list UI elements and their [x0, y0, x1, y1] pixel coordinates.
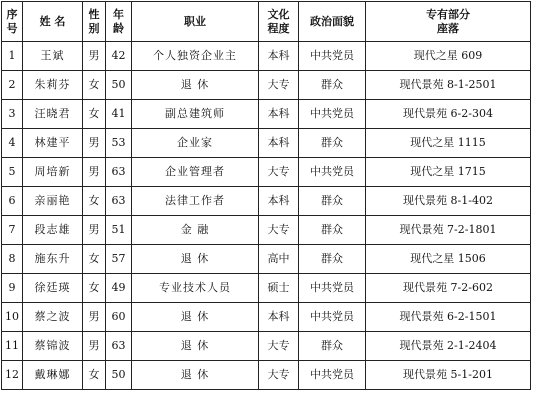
row-name: 汪晓君 [23, 100, 83, 129]
row-age: 50 [106, 71, 132, 100]
row-politics: 中共党员 [299, 42, 366, 71]
row-job: 企业管理者 [132, 158, 259, 187]
table-row [2, 332, 531, 361]
row-job: 专业技术人员 [132, 274, 259, 303]
table-row [2, 274, 531, 303]
row-education: 本科 [259, 129, 299, 158]
header-education-line2: 程度 [267, 21, 290, 35]
row-no: 12 [2, 361, 23, 390]
header-gender-line2: 别 [88, 21, 100, 35]
row-job: 个人独资企业主 [132, 42, 259, 71]
row-address: 现代之星 1506 [366, 245, 531, 274]
header-name [23, 2, 83, 42]
row-education: 大专 [259, 361, 299, 390]
row-age: 50 [106, 361, 132, 390]
table-row [2, 187, 531, 216]
table-row [2, 42, 531, 71]
row-no: 10 [2, 303, 23, 332]
row-address: 现代景苑 8-1-2501 [366, 71, 531, 100]
row-politics: 中共党员 [299, 361, 366, 390]
row-no: 1 [2, 42, 23, 71]
row-no: 8 [2, 245, 23, 274]
row-address: 现代之星 609 [366, 42, 531, 71]
row-job: 退 休 [132, 361, 259, 390]
row-no: 4 [2, 129, 23, 158]
row-gender: 男 [83, 332, 106, 361]
row-job: 退 休 [132, 71, 259, 100]
row-education: 本科 [259, 303, 299, 332]
header-education [259, 2, 299, 42]
row-gender: 男 [83, 216, 106, 245]
table-row [2, 100, 531, 129]
row-gender: 女 [83, 100, 106, 129]
row-no: 5 [2, 158, 23, 187]
row-age: 51 [106, 216, 132, 245]
row-job: 副总建筑师 [132, 100, 259, 129]
row-job: 退 休 [132, 303, 259, 332]
header-address [366, 2, 531, 42]
row-education: 大专 [259, 71, 299, 100]
row-politics: 群众 [299, 187, 366, 216]
row-no: 11 [2, 332, 23, 361]
row-no: 9 [2, 274, 23, 303]
header-address-line1: 专有部分 [426, 7, 470, 21]
row-gender: 男 [83, 129, 106, 158]
header-name-line1: 姓 名 [39, 14, 66, 28]
row-name: 段志雄 [23, 216, 83, 245]
row-gender: 女 [83, 361, 106, 390]
table-row [2, 71, 531, 100]
row-politics: 中共党员 [299, 274, 366, 303]
row-politics: 群众 [299, 71, 366, 100]
row-age: 41 [106, 100, 132, 129]
row-job: 退 休 [132, 332, 259, 361]
row-name: 王斌 [23, 42, 83, 71]
row-gender: 女 [83, 245, 106, 274]
row-age: 42 [106, 42, 132, 71]
row-address: 现代景苑 6-2-1501 [366, 303, 531, 332]
table-row [2, 216, 531, 245]
row-gender: 男 [83, 303, 106, 332]
row-no: 2 [2, 71, 23, 100]
row-no: 3 [2, 100, 23, 129]
row-politics: 群众 [299, 216, 366, 245]
row-politics: 群众 [299, 129, 366, 158]
row-name: 周培新 [23, 158, 83, 187]
row-gender: 男 [83, 158, 106, 187]
table-row [2, 129, 531, 158]
row-education: 硕士 [259, 274, 299, 303]
row-education: 本科 [259, 100, 299, 129]
row-address: 现代景苑 7-2-602 [366, 274, 531, 303]
row-education: 本科 [259, 42, 299, 71]
table-row [2, 158, 531, 187]
row-gender: 女 [83, 71, 106, 100]
row-name: 戴琳娜 [23, 361, 83, 390]
header-gender-line1: 性 [88, 7, 100, 21]
row-age: 60 [106, 303, 132, 332]
row-gender: 女 [83, 274, 106, 303]
row-politics: 中共党员 [299, 158, 366, 187]
header-politics-line1: 政治面貌 [310, 14, 354, 28]
row-age: 63 [106, 187, 132, 216]
header-row [2, 2, 531, 42]
header-age [106, 2, 132, 42]
header-job-line1: 职业 [184, 14, 206, 28]
header-no-line1: 序 [6, 7, 18, 21]
row-name: 施东升 [23, 245, 83, 274]
row-address: 现代景苑 8-1-402 [366, 187, 531, 216]
row-address: 现代之星 1715 [366, 158, 531, 187]
row-education: 高中 [259, 245, 299, 274]
header-education-line1: 文化 [267, 7, 290, 21]
header-no [2, 2, 23, 42]
row-age: 63 [106, 158, 132, 187]
roster-table [1, 1, 531, 390]
row-education: 大专 [259, 332, 299, 361]
row-education: 本科 [259, 187, 299, 216]
header-gender [83, 2, 106, 42]
row-job: 金 融 [132, 216, 259, 245]
header-age-line1: 年 [113, 7, 124, 21]
row-education: 大专 [259, 216, 299, 245]
header-age-line2: 龄 [113, 21, 124, 35]
table-row [2, 361, 531, 390]
row-politics: 中共党员 [299, 303, 366, 332]
row-politics: 中共党员 [299, 100, 366, 129]
row-name: 林建平 [23, 129, 83, 158]
header-address-line2: 座落 [437, 21, 459, 35]
row-address: 现代景苑 7-2-1801 [366, 216, 531, 245]
row-politics: 群众 [299, 332, 366, 361]
row-name: 亲丽艳 [23, 187, 83, 216]
row-age: 63 [106, 332, 132, 361]
header-job [132, 2, 259, 42]
row-no: 7 [2, 216, 23, 245]
row-education: 大专 [259, 158, 299, 187]
row-job: 企业家 [132, 129, 259, 158]
row-name: 朱莉芬 [23, 71, 83, 100]
row-politics: 群众 [299, 245, 366, 274]
row-job: 法律工作者 [132, 187, 259, 216]
row-name: 蔡之波 [23, 303, 83, 332]
header-no-line2: 号 [6, 21, 18, 35]
row-address: 现代景苑 5-1-201 [366, 361, 531, 390]
table-row [2, 245, 531, 274]
row-name: 徐廷瑛 [23, 274, 83, 303]
row-address: 现代之星 1115 [366, 129, 531, 158]
row-age: 49 [106, 274, 132, 303]
row-address: 现代景苑 6-2-304 [366, 100, 531, 129]
row-job: 退 休 [132, 245, 259, 274]
row-address: 现代景苑 2-1-2404 [366, 332, 531, 361]
row-name: 蔡锦波 [23, 332, 83, 361]
row-no: 6 [2, 187, 23, 216]
row-age: 53 [106, 129, 132, 158]
row-age: 57 [106, 245, 132, 274]
row-gender: 男 [83, 42, 106, 71]
header-politics [299, 2, 366, 42]
row-gender: 女 [83, 187, 106, 216]
table-row [2, 303, 531, 332]
